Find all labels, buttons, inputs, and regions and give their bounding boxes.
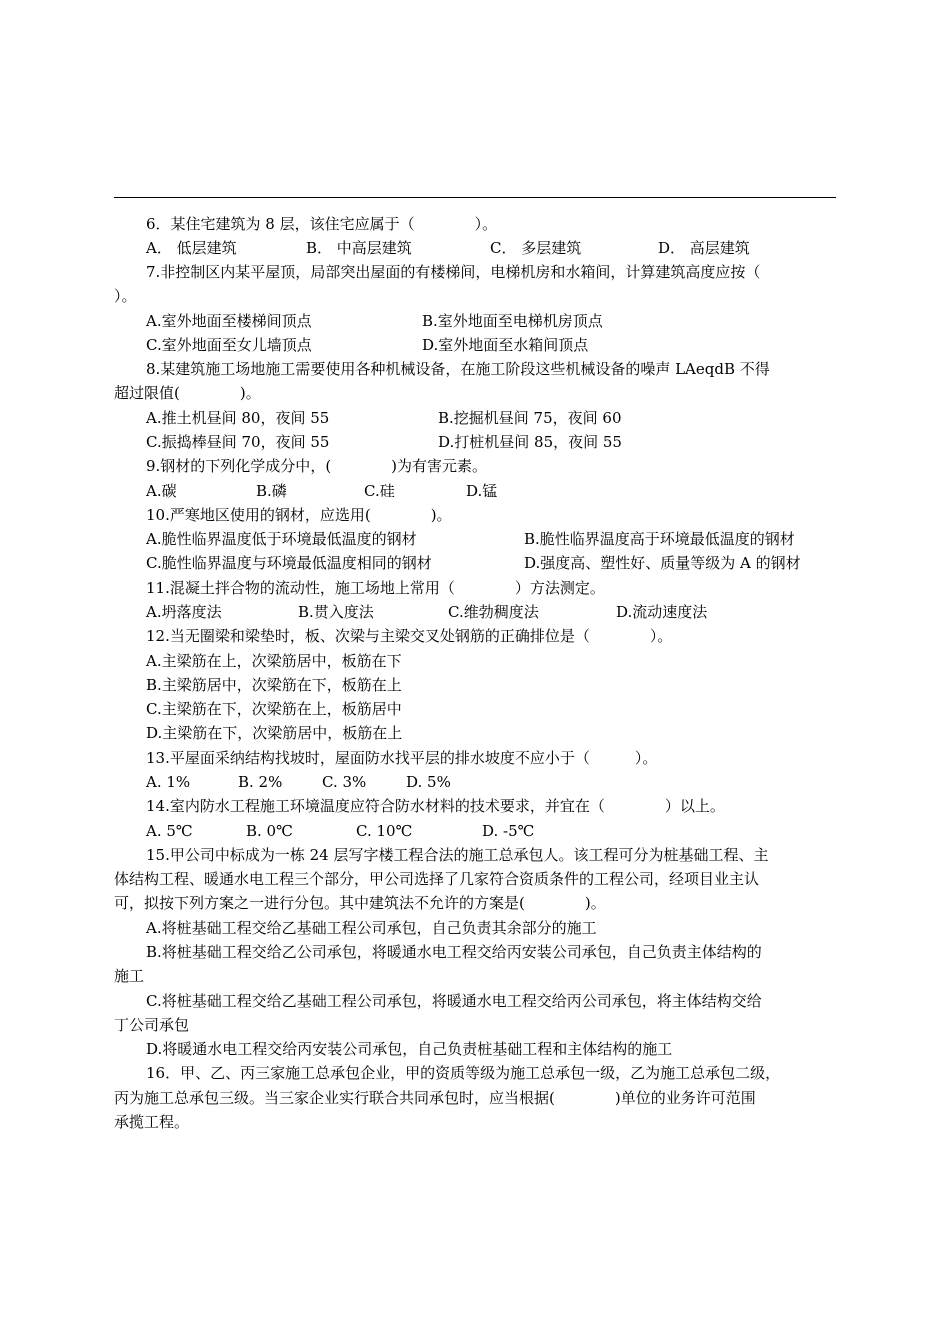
question-7-stem-continued: ）。: [114, 287, 137, 305]
question-10-option-a: A.脆性临界温度低于环境最低温度的钢材: [146, 530, 417, 548]
question-11-option-b: B.贯入度法: [298, 603, 374, 621]
question-12-option-b: B.主梁筋居中，次梁筋在下，板筋在上: [146, 676, 402, 694]
question-11-option-c: C.维勃稠度法: [448, 603, 539, 621]
question-6-option-d: D． 高层建筑: [658, 239, 750, 257]
question-9-stem: 9.钢材的下列化学成分中，( )为有害元素。: [146, 457, 488, 475]
header-rule: [114, 197, 836, 198]
question-15-option-b: B.将桩基础工程交给乙公司承包，将暖通水电工程交给丙安装公司承包，自己负责主体结构的: [146, 943, 762, 961]
question-16-stem: 16．甲、乙、丙三家施工总承包企业，甲的资质等级为施工总承包一级，乙为施工总承包二级，: [146, 1064, 781, 1082]
question-8-stem: 8.某建筑施工场地施工需要使用各种机械设备，在施工阶段这些机械设备的噪声 LAeqdB 不得: [146, 360, 770, 378]
question-12-option-d: D.主梁筋在下，次梁筋居中，板筋在上: [146, 724, 403, 742]
question-15-option-a: A.将桩基础工程交给乙基础工程公司承包，自己负责其余部分的施工: [146, 919, 597, 937]
question-10-option-d: D.强度高、塑性好、质量等级为 A 的钢材: [524, 554, 801, 572]
question-15-stem-line-3: 可，拟按下列方案之一进行分包。其中建筑法不允许的方案是( )。: [114, 894, 606, 912]
question-12-stem: 12.当无圈梁和梁垫时，板、次梁与主梁交叉处钢筋的正确排位是（ ）。: [146, 627, 673, 645]
question-15-stem: 15.甲公司中标成为一栋 24 层写字楼工程合法的施工总承包人。该工程可分为桩基础工程、主: [146, 846, 769, 864]
question-14-option-c: C. 10℃: [356, 822, 413, 840]
question-8-option-c: C.振捣棒昼间 70，夜间 55: [146, 433, 330, 451]
question-7-option-b: B.室外地面至电梯机房顶点: [422, 312, 603, 330]
question-8-stem-continued: 超过限值( )。: [114, 384, 261, 402]
question-9-option-c: C.硅: [364, 482, 395, 500]
question-7-option-c: C.室外地面至女儿墙顶点: [146, 336, 312, 354]
question-10-option-b: B.脆性临界温度高于环境最低温度的钢材: [524, 530, 795, 548]
question-6-option-b: B． 中高层建筑: [306, 239, 412, 257]
question-10-option-c: C.脆性临界温度与环境最低温度相同的钢材: [146, 554, 432, 572]
question-13-option-d: D. 5%: [406, 773, 451, 791]
question-8-option-a: A.推土机昼间 80，夜间 55: [146, 409, 330, 427]
question-9-option-b: B.磷: [256, 482, 287, 500]
question-6-stem: 6．某住宅建筑为 8 层，该住宅应属于（ ）。: [146, 215, 498, 233]
question-14-stem: 14.室内防水工程施工环境温度应符合防水材料的技术要求，并宜在（ ）以上。: [146, 797, 725, 815]
question-7-option-a: A.室外地面至楼梯间顶点: [146, 312, 312, 330]
question-15-option-d: D.将暖通水电工程交给丙安装公司承包，自己负责桩基础工程和主体结构的施工: [146, 1040, 673, 1058]
question-16-stem-line-3: 承揽工程。: [114, 1113, 190, 1131]
question-12-option-a: A.主梁筋在上，次梁筋居中，板筋在下: [146, 652, 402, 670]
question-9-option-d: D.锰: [466, 482, 498, 500]
question-10-stem: 10.严寒地区使用的钢材，应选用( )。: [146, 506, 452, 524]
question-8-option-b: B.挖掘机昼间 75，夜间 60: [438, 409, 622, 427]
question-11-option-a: A.坍落度法: [146, 603, 222, 621]
question-14-option-a: A. 5℃: [146, 822, 193, 840]
question-7-stem: 7.非控制区内某平屋顶，局部突出屋面的有楼梯间，电梯机房和水箱间，计算建筑高度应按（: [146, 263, 761, 281]
question-11-stem: 11.混凝土拌合物的流动性，施工场地上常用（ ）方法测定。: [146, 579, 605, 597]
question-9-option-a: A.碳: [146, 482, 177, 500]
question-6-option-a: A． 低层建筑: [146, 239, 237, 257]
question-16-stem-line-2: 丙为施工总承包三级。当三家企业实行联合共同承包时，应当根据( )单位的业务许可范围: [114, 1089, 756, 1107]
question-13-option-a: A. 1%: [146, 773, 191, 791]
question-7-option-d: D.室外地面至水箱间顶点: [422, 336, 589, 354]
question-15-option-c: C.将桩基础工程交给乙基础工程公司承包，将暖通水电工程交给丙公司承包，将主体结构交给: [146, 992, 762, 1010]
question-13-option-c: C. 3%: [322, 773, 367, 791]
question-15-stem-line-2: 体结构工程、暖通水电工程三个部分，甲公司选择了几家符合资质条件的工程公司，经项目业主认: [114, 870, 760, 888]
question-11-option-d: D.流动速度法: [616, 603, 708, 621]
question-15-option-b-continued: 施工: [114, 967, 145, 985]
question-8-option-d: D.打桩机昼间 85，夜间 55: [438, 433, 622, 451]
question-12-option-c: C.主梁筋在下，次梁筋在上，板筋居中: [146, 700, 402, 718]
question-14-option-d: D. -5℃: [482, 822, 535, 840]
question-14-option-b: B. 0℃: [246, 822, 293, 840]
question-6-option-c: C． 多层建筑: [490, 239, 582, 257]
question-13-stem: 13.平屋面采纳结构找坡时，屋面防水找平层的排水坡度不应小于（ ）。: [146, 749, 658, 767]
question-13-option-b: B. 2%: [238, 773, 283, 791]
question-15-option-c-continued: 丁公司承包: [114, 1016, 190, 1034]
